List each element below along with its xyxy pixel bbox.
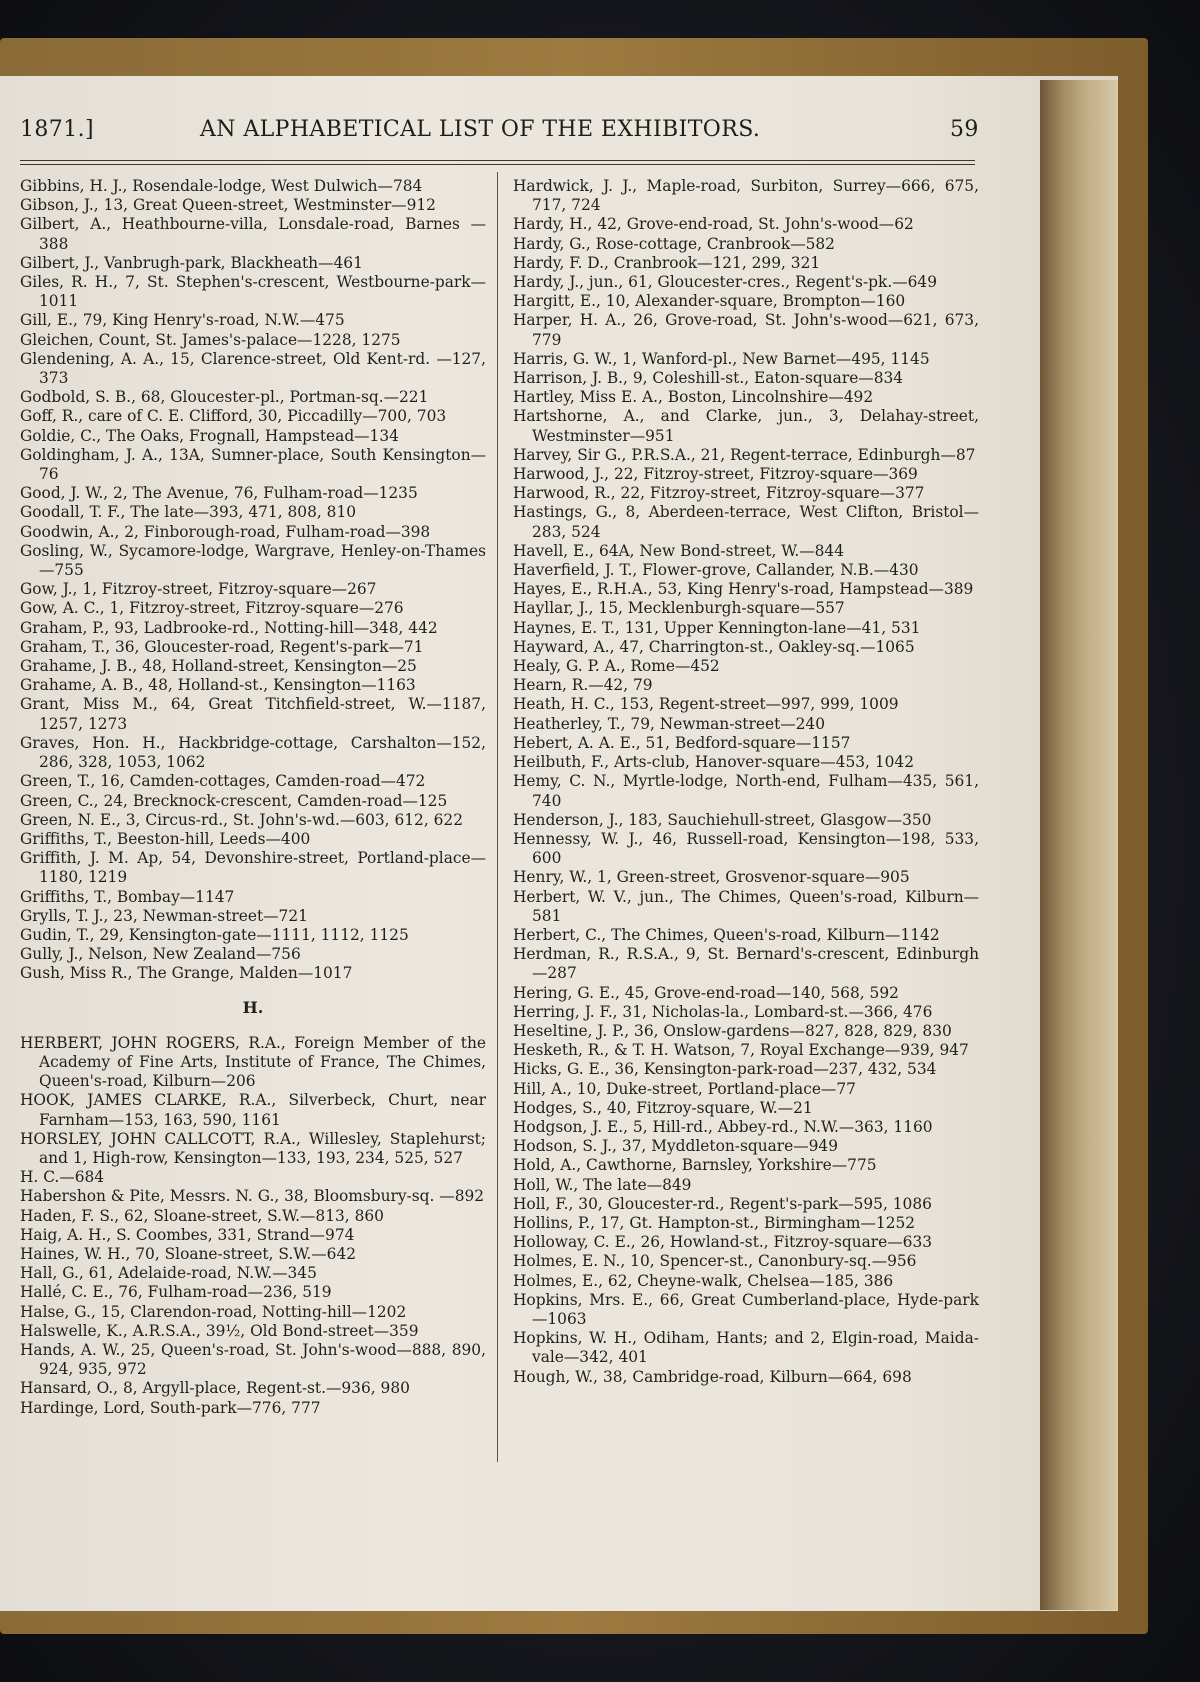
exhibitor-entry: Harwood, R., 22, Fitzroy-street, Fitzroy-square—377 <box>513 484 925 503</box>
exhibitor-entry: Glendening, A. A., 15, Clarence-street, Old Kent-rd. —127, 373 <box>20 349 486 388</box>
exhibitor-entry: Giles, R. H., 7, St. Stephen's-crescent, Westbourne-park—1011 <box>20 273 486 311</box>
exhibitor-entry: Gibbins, H. J., Rosendale-lodge, West Dulwich—784 <box>20 177 423 195</box>
exhibitor-entry: Harvey, Sir G., P.R.S.A., 21, Regent-terrace, Edinburgh—87 <box>513 445 976 464</box>
exhibitor-entry: Holloway, C. E., 26, Howland-st., Fitzroy-square—633 <box>513 1233 933 1252</box>
exhibitor-entry: Hayward, A., 47, Charrington-st., Oakley-sq.—1065 <box>513 637 915 656</box>
entry-list <box>20 1034 486 1418</box>
column-divider <box>497 172 498 1462</box>
exhibitor-entry: Gully, J., Nelson, New Zealand—756 <box>20 945 301 964</box>
exhibitor-entry: Good, J. W., 2, The Avenue, 76, Fulham-road—1235 <box>20 484 418 503</box>
exhibitor-entry: Heatherley, T., 79, Newman-street—240 <box>513 714 826 733</box>
exhibitor-entry: Griffith, J. M. Ap, 54, Devonshire-street, Portland-place—1180, 1219 <box>20 849 486 887</box>
exhibitor-entry: Hardwick, J. J., Maple-road, Surbiton, Surrey—666, 675, 717, 724 <box>513 177 979 215</box>
exhibitor-entry: Haynes, E. T., 131, Upper Kennington-lane—41, 531 <box>513 618 921 637</box>
exhibitor-entry: Gibson, J., 13, Great Queen-street, Westminster—912 <box>20 196 436 215</box>
header-rule <box>20 160 975 161</box>
exhibitor-entry: Grant, Miss M., 64, Great Titchfield-street, W.—1187, 1257, 1273 <box>20 695 486 733</box>
exhibitor-entry: Hardinge, Lord, South-park—776, 777 <box>20 1398 321 1417</box>
exhibitor-entry: Gudin, T., 29, Kensington-gate—1111, 1112, 1125 <box>20 925 409 944</box>
exhibitor-entry: Holmes, E. N., 10, Spencer-st., Canonbury-sq.—956 <box>513 1252 917 1271</box>
exhibitor-entry: Hopkins, Mrs. E., 66, Great Cumberland-place, Hyde-park—1063 <box>513 1290 979 1328</box>
page-edges <box>1040 80 1118 1610</box>
exhibitor-entry: Heilbuth, F., Arts-club, Hanover-square—453, 1042 <box>513 753 914 772</box>
exhibitor-entry: Harris, G. W., 1, Wanford-pl., New Barnet—495, 1145 <box>513 349 930 368</box>
exhibitor-entry: Green, N. E., 3, Circus-rd., St. John's-wd.—603, 612, 622 <box>20 810 463 829</box>
exhibitor-entry: Hands, A. W., 25, Queen's-road, St. John's-wood—888, 890, 924, 935, 972 <box>20 1340 486 1379</box>
exhibitor-entry: Hargitt, E., 10, Alexander-square, Brompton—160 <box>513 292 906 311</box>
exhibitor-entry: Harper, H. A., 26, Grove-road, St. John's-wood—621, 673, 779 <box>513 311 979 349</box>
exhibitor-entry: Goodall, T. F., The late—393, 471, 808, 810 <box>20 503 357 522</box>
exhibitor-entry: Gill, E., 79, King Henry's-road, N.W.—475 <box>20 311 345 330</box>
exhibitor-entry: Goff, R., care of C. E. Clifford, 30, Piccadilly—700, 703 <box>20 407 447 426</box>
exhibitor-entry: Heath, H. C., 153, Regent-street—997, 999, 1009 <box>513 695 899 714</box>
exhibitor-entry: Haden, F. S., 62, Sloane-street, S.W.—813, 860 <box>20 1206 384 1225</box>
header-year: 1871.] <box>20 117 94 142</box>
exhibitor-entry: Hardy, J., jun., 61, Gloucester-cres., Regent's-pk.—649 <box>513 273 937 292</box>
entry-list <box>20 177 486 984</box>
exhibitor-entry: Hopkins, W. H., Odiham, Hants; and 2, Elgin-road, Maida-vale—342, 401 <box>513 1329 979 1367</box>
exhibitor-entry: Goodwin, A., 2, Finborough-road, Fulham-road—398 <box>20 522 431 541</box>
exhibitor-entry: Hearn, R.—42, 79 <box>513 676 653 695</box>
exhibitor-entry: Henderson, J., 183, Sauchiehull-street, Glasgow—350 <box>513 810 932 829</box>
exhibitor-entry: Harwood, J., 22, Fitzroy-street, Fitzroy-square—369 <box>513 465 918 484</box>
exhibitor-entry: Hartshorne, A., and Clarke, jun., 3, Delahay-street, Westminster—951 <box>513 407 979 445</box>
exhibitor-entry: Green, C., 24, Brecknock-crescent, Camden-road—125 <box>20 791 448 810</box>
exhibitor-entry: Hardy, G., Rose-cottage, Cranbrook—582 <box>513 234 835 253</box>
exhibitor-entry: Hartley, Miss E. A., Boston, Lincolnshire—492 <box>513 388 874 407</box>
page-number: 59 <box>950 117 979 142</box>
exhibitor-entry: Gush, Miss R., The Grange, Malden—1017 <box>20 964 353 983</box>
exhibitor-entry: Harrison, J. B., 9, Coleshill-st., Eaton-square—834 <box>513 369 904 388</box>
exhibitor-entry: Grahame, J. B., 48, Holland-street, Kensington—25 <box>20 657 417 676</box>
exhibitor-entry: Hayes, E., R.H.A., 53, King Henry's-road, Hampstead—389 <box>513 580 974 599</box>
exhibitor-entry: HERBERT, JOHN ROGERS, R.A., Foreign Member of the Academy of Fine Arts, Institute of France, The Chimes, Queen's-road, Kilburn—206 <box>20 1033 486 1091</box>
exhibitor-entry: Hayllar, J., 15, Mecklenburgh-square—557 <box>513 599 845 618</box>
section-heading: H. <box>242 997 264 1017</box>
right-column <box>513 177 979 1387</box>
exhibitor-entry: Heseltine, J. P., 36, Onslow-gardens—827, 828, 829, 830 <box>513 1021 952 1040</box>
exhibitor-entry: Griffiths, T., Beeston-hill, Leeds—400 <box>20 829 311 848</box>
exhibitor-entry: Hardy, F. D., Cranbrook—121, 299, 321 <box>513 253 821 272</box>
exhibitor-entry: Hering, G. E., 45, Grove-end-road—140, 568, 592 <box>513 983 899 1002</box>
exhibitor-entry: Haines, W. H., 70, Sloane-street, S.W.—642 <box>20 1244 357 1263</box>
exhibitor-entry: Hodson, S. J., 37, Myddleton-square—949 <box>513 1137 839 1156</box>
exhibitor-entry: Holl, W., The late—849 <box>513 1175 692 1194</box>
exhibitor-entry: Hardy, H., 42, Grove-end-road, St. John's-wood—62 <box>513 215 914 234</box>
exhibitor-entry: Hodges, S., 40, Fitzroy-square, W.—21 <box>513 1098 813 1117</box>
exhibitor-entry: Henry, W., 1, Green-street, Grosvenor-square—905 <box>513 868 910 887</box>
exhibitor-entry: Halse, G., 15, Clarendon-road, Notting-hill—1202 <box>20 1302 407 1321</box>
exhibitor-entry: Holl, F., 30, Gloucester-rd., Regent's-park—595, 1086 <box>513 1194 932 1213</box>
exhibitor-entry: Graham, P., 93, Ladbrooke-rd., Notting-hill—348, 442 <box>20 618 438 637</box>
exhibitor-entry: Hill, A., 10, Duke-street, Portland-place—77 <box>513 1079 856 1098</box>
exhibitor-entry: Goldie, C., The Oaks, Frognall, Hampstead—134 <box>20 426 399 445</box>
exhibitor-entry: Herdman, R., R.S.A., 9, St. Bernard's-crescent, Edinburgh—287 <box>513 945 979 983</box>
exhibitor-entry: Hodgson, J. E., 5, Hill-rd., Abbey-rd., N.W.—363, 1160 <box>513 1117 933 1136</box>
exhibitor-entry: Green, T., 16, Camden-cottages, Camden-road—472 <box>20 772 426 791</box>
exhibitor-entry: Hall, G., 61, Adelaide-road, N.W.—345 <box>20 1264 317 1283</box>
exhibitor-entry: Godbold, S. B., 68, Gloucester-pl., Portman-sq.—221 <box>20 388 429 407</box>
exhibitor-entry: Hemy, C. N., Myrtle-lodge, North-end, Fulham—435, 561, 740 <box>513 772 979 810</box>
exhibitor-entry: Gosling, W., Sycamore-lodge, Wargrave, Henley-on-Thames—755 <box>20 541 486 580</box>
exhibitor-entry: Hallé, C. E., 76, Fulham-road—236, 519 <box>20 1283 332 1302</box>
exhibitor-entry: Hough, W., 38, Cambridge-road, Kilburn—664, 698 <box>513 1367 912 1386</box>
exhibitor-entry: Gow, A. C., 1, Fitzroy-street, Fitzroy-square—276 <box>20 599 404 618</box>
exhibitor-entry: Griffiths, T., Bombay—1147 <box>20 887 235 906</box>
exhibitor-entry: Gow, J., 1, Fitzroy-street, Fitzroy-square—267 <box>20 580 377 599</box>
exhibitor-entry: Herring, J. F., 31, Nicholas-la., Lombard-st.—366, 476 <box>513 1002 933 1021</box>
exhibitor-entry: Holmes, E., 62, Cheyne-walk, Chelsea—185, 386 <box>513 1271 894 1290</box>
left-column <box>20 177 486 1418</box>
header-rule <box>20 164 975 165</box>
exhibitor-entry: Haverfield, J. T., Flower-grove, Callander, N.B.—430 <box>513 561 919 580</box>
exhibitor-entry: Gleichen, Count, St. James's-palace—1228, 1275 <box>20 330 401 349</box>
exhibitor-entry: H. C.—684 <box>20 1168 105 1187</box>
exhibitor-entry: Hollins, P., 17, Gt. Hampton-st., Birmingham—1252 <box>513 1213 916 1232</box>
exhibitor-entry: Hebert, A. A. E., 51, Bedford-square—1157 <box>513 733 851 752</box>
exhibitor-entry: Habershon & Pite, Messrs. N. G., 38, Bloomsbury-sq. —892 <box>20 1187 485 1206</box>
running-header <box>20 117 980 151</box>
exhibitor-entry: Hennessy, W. J., 46, Russell-road, Kensington—198, 533, 600 <box>513 829 979 868</box>
exhibitor-entry: Healy, G. P. A., Rome—452 <box>513 657 720 676</box>
exhibitor-entry: Gilbert, J., Vanbrugh-park, Blackheath—461 <box>20 253 363 272</box>
exhibitor-entry: Havell, E., 64A, New Bond-street, W.—844 <box>513 541 845 560</box>
exhibitor-entry: Hold, A., Cawthorne, Barnsley, Yorkshire—775 <box>513 1156 877 1175</box>
header-title: AN ALPHABETICAL LIST OF THE EXHIBITORS. <box>200 117 761 142</box>
exhibitor-entry: Herbert, W. V., jun., The Chimes, Queen's-road, Kilburn—581 <box>513 887 979 925</box>
exhibitor-entry: Haig, A. H., S. Coombes, 331, Strand—974 <box>20 1225 355 1244</box>
exhibitor-entry: Graves, Hon. H., Hackbridge-cottage, Carshalton—152, 286, 328, 1053, 1062 <box>20 733 486 772</box>
exhibitor-entry: Grahame, A. B., 48, Holland-st., Kensington—1163 <box>20 676 416 695</box>
entry-list <box>513 177 979 1387</box>
exhibitor-entry: Herbert, C., The Chimes, Queen's-road, Kilburn—1142 <box>513 925 940 944</box>
exhibitor-entry: Goldingham, J. A., 13A, Sumner-place, South Kensington—76 <box>20 445 486 484</box>
exhibitor-entry: Hesketh, R., & T. H. Watson, 7, Royal Exchange—939, 947 <box>513 1041 969 1060</box>
exhibitor-entry: Hastings, G., 8, Aberdeen-terrace, West Clifton, Bristol—283, 524 <box>513 503 979 541</box>
exhibitor-entry: Graham, T., 36, Gloucester-road, Regent's-park—71 <box>20 637 424 656</box>
exhibitor-entry: Grylls, T. J., 23, Newman-street—721 <box>20 906 308 925</box>
exhibitor-entry: HOOK, JAMES CLARKE, R.A., Silverbeck, Churt, near Farnham—153, 163, 590, 1161 <box>20 1091 486 1129</box>
exhibitor-entry: Halswelle, K., A.R.S.A., 39½, Old Bond-street—359 <box>20 1321 419 1340</box>
exhibitor-entry: Hicks, G. E., 36, Kensington-park-road—237, 432, 534 <box>513 1060 937 1079</box>
exhibitor-entry: HORSLEY, JOHN CALLCOTT, R.A., Willesley, Staplehurst; and 1, High-row, Kensington—133, 193, 234, 525, 527 <box>20 1129 486 1167</box>
exhibitor-entry: Gilbert, A., Heathbourne-villa, Lonsdale-road, Barnes —388 <box>20 215 486 253</box>
exhibitor-entry: Hansard, O., 8, Argyll-place, Regent-st.—936, 980 <box>20 1379 410 1398</box>
